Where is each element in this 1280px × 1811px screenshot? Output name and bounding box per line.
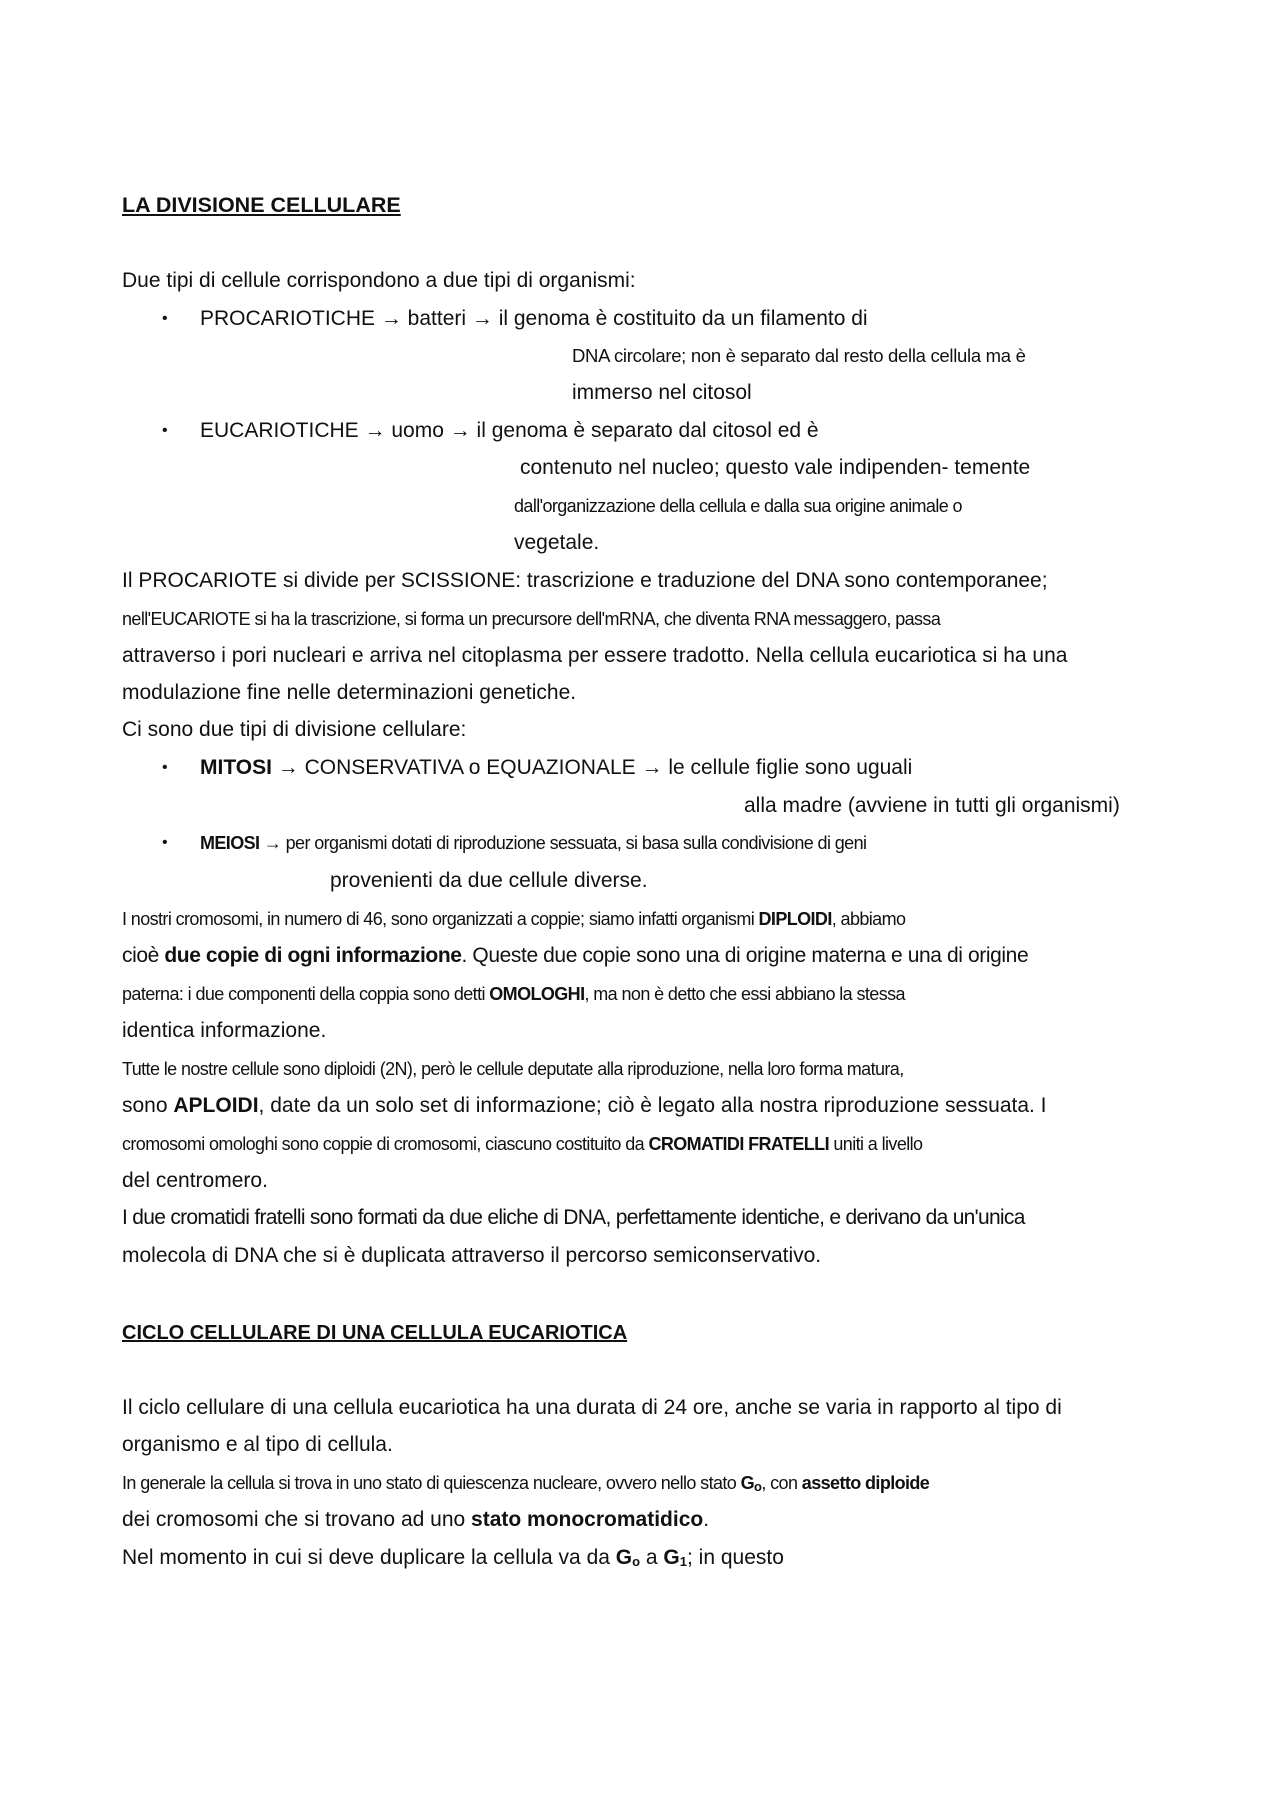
- paragraph-line: Ci sono due tipi di divisione cellulare:: [122, 718, 467, 741]
- paragraph-line: Il ciclo cellulare di una cellula eucariotica ha una durata di 24 ore, anche se varia in rapporto al tipo di: [122, 1396, 1062, 1419]
- section-title-divisione: LA DIVISIONE CELLULARE: [122, 193, 401, 217]
- paragraph-line: [122, 1131, 922, 1157]
- term-assetto-diploide: assetto diploide: [801, 1473, 930, 1493]
- list-item-procariotiche: PROCARIOTICHE → batteri → il genoma è costituito da un filamento di: [200, 307, 868, 330]
- text-run: In generale la cellula si trova in uno stato di quiescenza nucleare, ovvero nello stato: [122, 1473, 741, 1493]
- list-item-eucariotiche-cont: contenuto nel nucleo; questo vale indipenden- temente: [520, 456, 1031, 479]
- text-run: ; in questo: [687, 1546, 784, 1569]
- text-run: , date da un solo set di informazione; ciò è legato alla nostra riproduzione sessuata. I: [258, 1094, 1047, 1117]
- list-item-mitosi: [200, 755, 912, 781]
- text-run: cioè: [122, 944, 165, 967]
- text-run: uniti a livello: [828, 1134, 923, 1154]
- meiosi-description: → per organismi dotati di riproduzione sessuata, si basa sulla condivisione di geni: [259, 833, 867, 853]
- text-run: .: [703, 1508, 710, 1531]
- term-aploidi: APLOIDI: [173, 1094, 259, 1117]
- paragraph-line: molecola di DNA che si è duplicata attraverso il percorso semiconservativo.: [122, 1244, 822, 1267]
- list-item-eucariotiche-cont: vegetale.: [514, 531, 600, 554]
- subscript: 1: [679, 1554, 687, 1569]
- paragraph-line: I due cromatidi fratelli sono formati da due eliche di DNA, perfettamente identiche, e derivano da un'unica: [122, 1206, 1025, 1229]
- section-title-ciclo: CICLO CELLULARE DI UNA CELLULA EUCARIOTICA: [122, 1322, 628, 1344]
- paragraph-line: [122, 1093, 1047, 1119]
- paragraph-line: identica informazione.: [122, 1019, 327, 1042]
- term-cromatidi-fratelli: CROMATIDI FRATELLI: [648, 1134, 829, 1154]
- term-g0: [616, 1546, 640, 1569]
- list-item-procariotiche-cont: immerso nel citosol: [572, 381, 752, 404]
- text-run: sono: [122, 1094, 174, 1117]
- list-item-meiosi: [200, 830, 866, 856]
- text-run: G: [740, 1473, 755, 1493]
- subscript: o: [632, 1554, 641, 1569]
- text-run: G: [663, 1546, 680, 1569]
- paragraph-line: attraverso i pori nucleari e arriva nel citoplasma per essere tradotto. Nella cellula eucariotica si ha una: [122, 644, 1068, 667]
- text-run: dei cromosomi che si trovano ad uno: [122, 1508, 472, 1531]
- paragraph-line: [122, 981, 905, 1007]
- list-item-eucariotiche-cont: dall'organizzazione della cellula e dalla sua origine animale o: [514, 496, 962, 516]
- term-meiosi: MEIOSI: [200, 833, 260, 853]
- term-g0: [741, 1473, 762, 1493]
- paragraph-line: [122, 1507, 709, 1533]
- text-run: I nostri cromosomi, in numero di 46, sono organizzati a coppie; siamo infatti organismi: [122, 909, 759, 929]
- paragraph-line: [122, 1470, 929, 1496]
- term-mitosi: MITOSI: [200, 756, 272, 779]
- paragraph-line: Il PROCARIOTE si divide per SCISSIONE: trascrizione e traduzione del DNA sono contemporanee;: [122, 569, 1048, 592]
- term-diploidi: DIPLOIDI: [758, 909, 832, 929]
- text-run: paterna: i due componenti della coppia sono detti: [122, 984, 490, 1004]
- text-run: Nel momento in cui si deve duplicare la cellula va da: [122, 1546, 616, 1569]
- bullet-icon: •: [162, 759, 168, 776]
- text-run: a: [640, 1546, 664, 1569]
- term-omologhi: OMOLOGHI: [489, 984, 585, 1004]
- text-run: , abbiamo: [831, 909, 906, 929]
- term-due-copie: due copie di ogni informazione: [164, 944, 462, 967]
- list-item-mitosi-cont: alla madre (avviene in tutti gli organismi): [744, 794, 1120, 817]
- paragraph-line: [122, 1545, 784, 1571]
- paragraph-line: [122, 906, 905, 932]
- term-g1: [663, 1546, 687, 1569]
- term-monocromatidico: stato monocromatidico: [471, 1508, 704, 1531]
- text-run: G: [615, 1546, 633, 1569]
- bullet-icon: •: [162, 422, 168, 439]
- text-run: , con: [761, 1473, 802, 1493]
- paragraph-line: Tutte le nostre cellule sono diploidi (2N), però le cellule deputate alla riproduzione, nella loro forma matura,: [122, 1059, 904, 1079]
- paragraph-line: del centromero.: [122, 1169, 268, 1192]
- list-item-procariotiche-cont: DNA circolare; non è separato dal resto della cellula ma è: [572, 345, 1026, 366]
- text-run: , ma non è detto che essi abbiano la stessa: [584, 984, 905, 1004]
- bullet-icon: •: [162, 834, 168, 851]
- list-item-meiosi-cont: provenienti da due cellule diverse.: [330, 869, 648, 892]
- bullet-icon: •: [162, 310, 168, 327]
- mitosi-description: → CONSERVATIVA o EQUAZIONALE → le cellule figlie sono uguali: [271, 756, 913, 779]
- text-run: cromosomi omologhi sono coppie di cromosomi, ciascuno costituito da: [122, 1134, 649, 1154]
- intro-line: Due tipi di cellule corrispondono a due tipi di organismi:: [122, 269, 636, 292]
- text-run: . Queste due copie sono una di origine materna e una di origine: [461, 944, 1029, 967]
- paragraph-line: nell'EUCARIOTE si ha la trascrizione, si forma un precursore dell'mRNA, che diventa RNA messaggero, passa: [122, 609, 941, 629]
- subscript: o: [754, 1479, 762, 1494]
- paragraph-line: [122, 943, 1028, 969]
- paragraph-line: modulazione fine nelle determinazioni genetiche.: [122, 681, 577, 704]
- list-item-eucariotiche: EUCARIOTICHE → uomo → il genoma è separato dal citosol ed è: [200, 419, 819, 442]
- paragraph-line: organismo e al tipo di cellula.: [122, 1433, 393, 1456]
